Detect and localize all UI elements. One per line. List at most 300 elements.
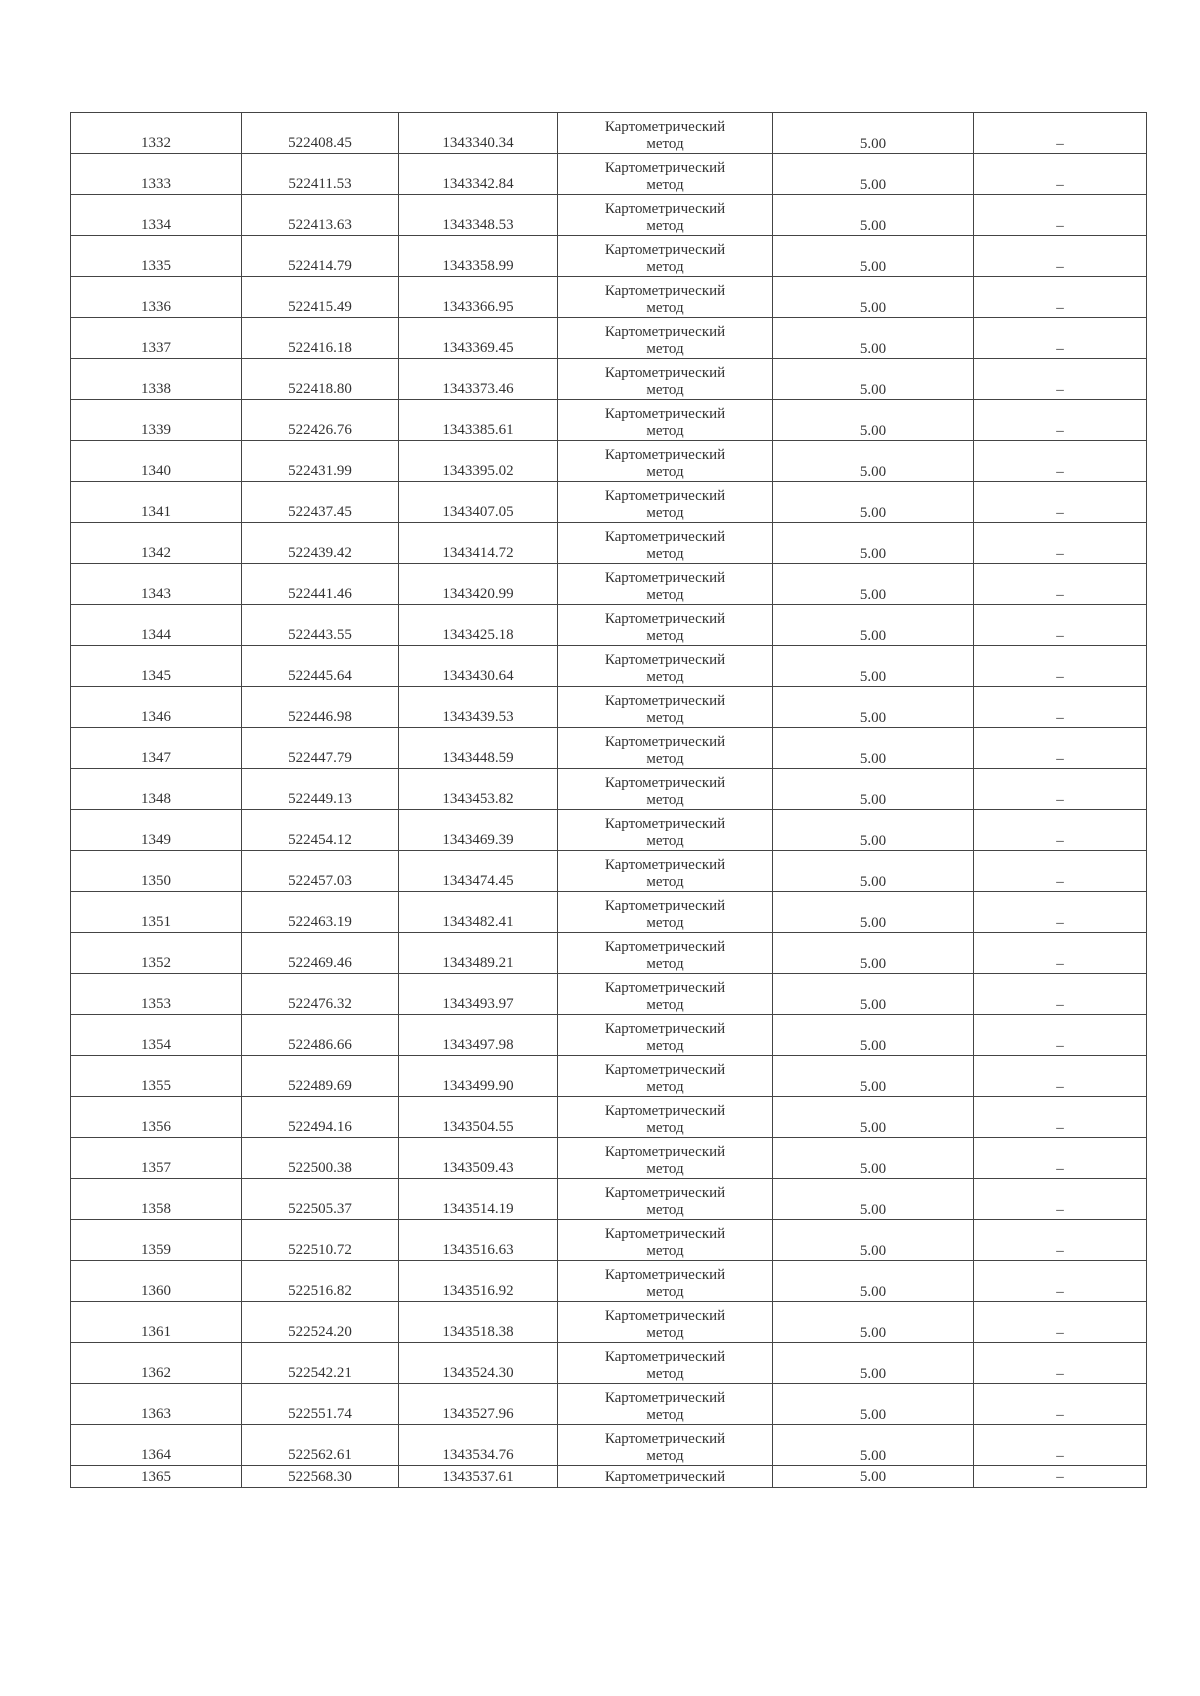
method-line-1: Картометрический (604, 365, 726, 381)
accuracy-cell: 5.00 (773, 1384, 974, 1425)
accuracy-cell: 5.00 (773, 687, 974, 728)
method-line-1: Картометрический (604, 201, 726, 217)
x-coordinate-cell: 522469.46 (242, 933, 399, 974)
method-line-1: Картометрический (604, 1103, 726, 1119)
note-cell: – (974, 1138, 1147, 1179)
note-cell: – (974, 1384, 1147, 1425)
point-number-cell: 1363 (71, 1384, 242, 1425)
table-row (71, 195, 1147, 236)
table-row (71, 1138, 1147, 1179)
y-coordinate-cell: 1343524.30 (399, 1343, 558, 1384)
y-coordinate-cell: 1343514.19 (399, 1179, 558, 1220)
y-coordinate-cell: 1343348.53 (399, 195, 558, 236)
note-cell: – (974, 933, 1147, 974)
point-number-cell: 1335 (71, 236, 242, 277)
note-cell: – (974, 769, 1147, 810)
method-line-1: Картометрический (604, 1390, 726, 1406)
note-cell: – (974, 605, 1147, 646)
table-row (71, 646, 1147, 687)
note-cell: – (974, 523, 1147, 564)
note-cell: – (974, 810, 1147, 851)
method-line-2: метод (646, 1366, 684, 1382)
method-line-2: метод (646, 1202, 684, 1218)
x-coordinate-cell: 522562.61 (242, 1425, 399, 1466)
method-line-2: метод (646, 1120, 684, 1136)
table-row (71, 113, 1147, 154)
point-number-cell: 1332 (71, 113, 242, 154)
table-row (71, 1302, 1147, 1343)
note-cell: – (974, 318, 1147, 359)
point-number-cell: 1362 (71, 1343, 242, 1384)
point-number-cell: 1342 (71, 523, 242, 564)
point-number-cell: 1337 (71, 318, 242, 359)
method-line-2: метод (646, 833, 684, 849)
method-line-2: метод (646, 218, 684, 234)
y-coordinate-cell: 1343489.21 (399, 933, 558, 974)
accuracy-cell: 5.00 (773, 236, 974, 277)
method-line-2: метод (646, 1038, 684, 1054)
point-number-cell: 1354 (71, 1015, 242, 1056)
method-line-1: Картометрический (604, 1185, 726, 1201)
method-cell (558, 113, 773, 154)
method-line-1: Картометрический (604, 119, 726, 135)
method-line-1: Картометрический (604, 652, 726, 668)
point-number-cell: 1356 (71, 1097, 242, 1138)
x-coordinate-cell: 522413.63 (242, 195, 399, 236)
method-line-2: метод (646, 956, 684, 972)
note-cell: – (974, 482, 1147, 523)
method-line-1: Картометрический (604, 1468, 726, 1485)
y-coordinate-cell: 1343414.72 (399, 523, 558, 564)
method-cell (558, 154, 773, 195)
note-cell: – (974, 1302, 1147, 1343)
note-cell: – (974, 892, 1147, 933)
table-row (71, 318, 1147, 359)
table-row (71, 236, 1147, 277)
method-line-2: метод (646, 300, 684, 316)
method-line-2: метод (646, 915, 684, 931)
y-coordinate-cell: 1343504.55 (399, 1097, 558, 1138)
method-line-2: метод (646, 751, 684, 767)
table-row (71, 769, 1147, 810)
method-cell (558, 523, 773, 564)
note-cell: – (974, 236, 1147, 277)
method-cell (558, 974, 773, 1015)
method-cell (558, 236, 773, 277)
x-coordinate-cell: 522494.16 (242, 1097, 399, 1138)
method-line-1: Картометрический (604, 406, 726, 422)
accuracy-cell: 5.00 (773, 974, 974, 1015)
point-number-cell: 1346 (71, 687, 242, 728)
x-coordinate-cell: 522426.76 (242, 400, 399, 441)
y-coordinate-cell: 1343430.64 (399, 646, 558, 687)
accuracy-cell: 5.00 (773, 318, 974, 359)
x-coordinate-cell: 522457.03 (242, 851, 399, 892)
method-cell (558, 1097, 773, 1138)
method-cell (558, 1220, 773, 1261)
x-coordinate-cell: 522505.37 (242, 1179, 399, 1220)
method-cell (558, 1343, 773, 1384)
method-cell (558, 1384, 773, 1425)
method-cell (558, 605, 773, 646)
x-coordinate-cell: 522449.13 (242, 769, 399, 810)
accuracy-cell: 5.00 (773, 113, 974, 154)
method-cell (558, 769, 773, 810)
method-line-1: Картометрический (604, 283, 726, 299)
note-cell: – (974, 154, 1147, 195)
method-cell (558, 1261, 773, 1302)
method-line-1: Картометрический (604, 611, 726, 627)
point-number-cell: 1350 (71, 851, 242, 892)
y-coordinate-cell: 1343366.95 (399, 277, 558, 318)
point-number-cell: 1355 (71, 1056, 242, 1097)
accuracy-cell: 5.00 (773, 1015, 974, 1056)
note-cell: – (974, 1015, 1147, 1056)
coordinates-table-body (71, 113, 1147, 1488)
note-cell: – (974, 441, 1147, 482)
point-number-cell: 1339 (71, 400, 242, 441)
method-line-2: метод (646, 1161, 684, 1177)
table-row (71, 810, 1147, 851)
method-cell (558, 892, 773, 933)
method-line-2: метод (646, 1448, 684, 1464)
method-cell (558, 1466, 773, 1488)
point-number-cell: 1359 (71, 1220, 242, 1261)
y-coordinate-cell: 1343369.45 (399, 318, 558, 359)
point-number-cell: 1343 (71, 564, 242, 605)
x-coordinate-cell: 522486.66 (242, 1015, 399, 1056)
method-line-1: Картометрический (604, 324, 726, 340)
table-row (71, 1097, 1147, 1138)
x-coordinate-cell: 522454.12 (242, 810, 399, 851)
y-coordinate-cell: 1343537.61 (399, 1466, 558, 1488)
method-cell (558, 933, 773, 974)
method-line-2: метод (646, 1243, 684, 1259)
method-cell (558, 482, 773, 523)
method-line-1: Картометрический (604, 980, 726, 996)
y-coordinate-cell: 1343407.05 (399, 482, 558, 523)
accuracy-cell: 5.00 (773, 441, 974, 482)
x-coordinate-cell: 522408.45 (242, 113, 399, 154)
y-coordinate-cell: 1343527.96 (399, 1384, 558, 1425)
method-cell (558, 1056, 773, 1097)
accuracy-cell: 5.00 (773, 1097, 974, 1138)
accuracy-cell: 5.00 (773, 1425, 974, 1466)
point-number-cell: 1347 (71, 728, 242, 769)
method-line-2: метод (646, 1284, 684, 1300)
x-coordinate-cell: 522439.42 (242, 523, 399, 564)
point-number-cell: 1334 (71, 195, 242, 236)
point-number-cell: 1340 (71, 441, 242, 482)
table-row (71, 605, 1147, 646)
note-cell: – (974, 1343, 1147, 1384)
method-line-2: метод (646, 259, 684, 275)
x-coordinate-cell: 522446.98 (242, 687, 399, 728)
y-coordinate-cell: 1343516.63 (399, 1220, 558, 1261)
table-row (71, 154, 1147, 195)
note-cell: – (974, 1261, 1147, 1302)
point-number-cell: 1351 (71, 892, 242, 933)
y-coordinate-cell: 1343474.45 (399, 851, 558, 892)
note-cell: – (974, 1179, 1147, 1220)
x-coordinate-cell: 522416.18 (242, 318, 399, 359)
y-coordinate-cell: 1343340.34 (399, 113, 558, 154)
table-row (71, 892, 1147, 933)
accuracy-cell: 5.00 (773, 564, 974, 605)
x-coordinate-cell: 522568.30 (242, 1466, 399, 1488)
method-line-2: метод (646, 997, 684, 1013)
method-line-2: метод (646, 341, 684, 357)
accuracy-cell: 5.00 (773, 1261, 974, 1302)
method-cell (558, 687, 773, 728)
y-coordinate-cell: 1343493.97 (399, 974, 558, 1015)
method-cell (558, 400, 773, 441)
x-coordinate-cell: 522542.21 (242, 1343, 399, 1384)
method-line-2: метод (646, 669, 684, 685)
method-line-2: метод (646, 792, 684, 808)
y-coordinate-cell: 1343439.53 (399, 687, 558, 728)
y-coordinate-cell: 1343482.41 (399, 892, 558, 933)
y-coordinate-cell: 1343518.38 (399, 1302, 558, 1343)
point-number-cell: 1365 (71, 1466, 242, 1488)
accuracy-cell: 5.00 (773, 482, 974, 523)
point-number-cell: 1344 (71, 605, 242, 646)
x-coordinate-cell: 522489.69 (242, 1056, 399, 1097)
method-line-2: метод (646, 587, 684, 603)
x-coordinate-cell: 522443.55 (242, 605, 399, 646)
table-row (71, 1179, 1147, 1220)
method-cell (558, 195, 773, 236)
x-coordinate-cell: 522445.64 (242, 646, 399, 687)
accuracy-cell: 5.00 (773, 359, 974, 400)
table-row (71, 851, 1147, 892)
x-coordinate-cell: 522516.82 (242, 1261, 399, 1302)
accuracy-cell: 5.00 (773, 1302, 974, 1343)
note-cell: – (974, 1056, 1147, 1097)
x-coordinate-cell: 522510.72 (242, 1220, 399, 1261)
accuracy-cell: 5.00 (773, 277, 974, 318)
method-line-2: метод (646, 464, 684, 480)
note-cell: – (974, 1220, 1147, 1261)
method-cell (558, 851, 773, 892)
y-coordinate-cell: 1343395.02 (399, 441, 558, 482)
table-row (71, 1384, 1147, 1425)
point-number-cell: 1361 (71, 1302, 242, 1343)
method-line-1: Картометрический (604, 1308, 726, 1324)
point-number-cell: 1349 (71, 810, 242, 851)
method-cell (558, 810, 773, 851)
point-number-cell: 1336 (71, 277, 242, 318)
x-coordinate-cell: 522437.45 (242, 482, 399, 523)
point-number-cell: 1345 (71, 646, 242, 687)
note-cell: – (974, 400, 1147, 441)
table-row (71, 1261, 1147, 1302)
y-coordinate-cell: 1343448.59 (399, 728, 558, 769)
method-line-1: Картометрический (604, 857, 726, 873)
method-cell (558, 1302, 773, 1343)
method-line-1: Картометрический (604, 1021, 726, 1037)
y-coordinate-cell: 1343497.98 (399, 1015, 558, 1056)
note-cell: – (974, 359, 1147, 400)
method-cell (558, 1138, 773, 1179)
accuracy-cell: 5.00 (773, 1220, 974, 1261)
table-row (71, 687, 1147, 728)
x-coordinate-cell: 522441.46 (242, 564, 399, 605)
method-line-1: Картометрический (604, 447, 726, 463)
method-cell (558, 728, 773, 769)
note-cell: – (974, 1466, 1147, 1488)
accuracy-cell: 5.00 (773, 154, 974, 195)
method-cell (558, 1425, 773, 1466)
table-row (71, 400, 1147, 441)
y-coordinate-cell: 1343425.18 (399, 605, 558, 646)
note-cell: – (974, 646, 1147, 687)
table-row (71, 974, 1147, 1015)
table-row (71, 359, 1147, 400)
point-number-cell: 1364 (71, 1425, 242, 1466)
table-row (71, 1343, 1147, 1384)
y-coordinate-cell: 1343373.46 (399, 359, 558, 400)
table-row (71, 1015, 1147, 1056)
method-cell (558, 646, 773, 687)
method-line-1: Картометрический (604, 816, 726, 832)
table-row (71, 1220, 1147, 1261)
x-coordinate-cell: 522463.19 (242, 892, 399, 933)
note-cell: – (974, 277, 1147, 318)
note-cell: – (974, 195, 1147, 236)
table-row (71, 441, 1147, 482)
accuracy-cell: 5.00 (773, 400, 974, 441)
y-coordinate-cell: 1343358.99 (399, 236, 558, 277)
method-line-2: метод (646, 505, 684, 521)
method-line-1: Картометрический (604, 1431, 726, 1447)
x-coordinate-cell: 522414.79 (242, 236, 399, 277)
accuracy-cell: 5.00 (773, 1343, 974, 1384)
note-cell: – (974, 728, 1147, 769)
note-cell: – (974, 1425, 1147, 1466)
y-coordinate-cell: 1343453.82 (399, 769, 558, 810)
note-cell: – (974, 564, 1147, 605)
point-number-cell: 1360 (71, 1261, 242, 1302)
method-line-1: Картометрический (604, 160, 726, 176)
method-line-2: метод (646, 382, 684, 398)
method-cell (558, 359, 773, 400)
accuracy-cell: 5.00 (773, 1466, 974, 1488)
method-cell (558, 441, 773, 482)
method-line-1: Картометрический (604, 1267, 726, 1283)
method-line-1: Картометрический (604, 775, 726, 791)
note-cell: – (974, 1097, 1147, 1138)
table-row (71, 277, 1147, 318)
accuracy-cell: 5.00 (773, 1056, 974, 1097)
point-number-cell: 1353 (71, 974, 242, 1015)
x-coordinate-cell: 522476.32 (242, 974, 399, 1015)
method-line-1: Картометрический (604, 1349, 726, 1365)
coordinates-table (70, 112, 1147, 1488)
y-coordinate-cell: 1343385.61 (399, 400, 558, 441)
table-row (71, 564, 1147, 605)
y-coordinate-cell: 1343516.92 (399, 1261, 558, 1302)
y-coordinate-cell: 1343469.39 (399, 810, 558, 851)
table-row (71, 728, 1147, 769)
method-line-1: Картометрический (604, 1144, 726, 1160)
method-line-1: Картометрический (604, 898, 726, 914)
method-cell (558, 564, 773, 605)
method-line-1: Картометрический (604, 488, 726, 504)
accuracy-cell: 5.00 (773, 605, 974, 646)
point-number-cell: 1338 (71, 359, 242, 400)
x-coordinate-cell: 522500.38 (242, 1138, 399, 1179)
accuracy-cell: 5.00 (773, 1138, 974, 1179)
accuracy-cell: 5.00 (773, 646, 974, 687)
method-line-2: метод (646, 136, 684, 152)
x-coordinate-cell: 522431.99 (242, 441, 399, 482)
note-cell: – (974, 687, 1147, 728)
method-line-2: метод (646, 628, 684, 644)
accuracy-cell: 5.00 (773, 933, 974, 974)
note-cell: – (974, 113, 1147, 154)
method-line-2: метод (646, 1325, 684, 1341)
coordinates-sheet (70, 112, 1140, 1488)
x-coordinate-cell: 522447.79 (242, 728, 399, 769)
accuracy-cell: 5.00 (773, 1179, 974, 1220)
method-line-1: Картометрический (604, 693, 726, 709)
point-number-cell: 1341 (71, 482, 242, 523)
x-coordinate-cell: 522415.49 (242, 277, 399, 318)
method-line-1: Картометрический (604, 1062, 726, 1078)
method-line-2: метод (646, 1079, 684, 1095)
y-coordinate-cell: 1343509.43 (399, 1138, 558, 1179)
note-cell: – (974, 974, 1147, 1015)
point-number-cell: 1352 (71, 933, 242, 974)
point-number-cell: 1357 (71, 1138, 242, 1179)
accuracy-cell: 5.00 (773, 851, 974, 892)
table-row (71, 1425, 1147, 1466)
y-coordinate-cell: 1343534.76 (399, 1425, 558, 1466)
method-line-1: Картометрический (604, 1226, 726, 1242)
accuracy-cell: 5.00 (773, 810, 974, 851)
accuracy-cell: 5.00 (773, 892, 974, 933)
point-number-cell: 1348 (71, 769, 242, 810)
x-coordinate-cell: 522418.80 (242, 359, 399, 400)
method-line-2: метод (646, 546, 684, 562)
method-line-1: Картометрический (604, 242, 726, 258)
method-line-1: Картометрический (604, 529, 726, 545)
table-row (71, 523, 1147, 564)
table-row (71, 1056, 1147, 1097)
accuracy-cell: 5.00 (773, 769, 974, 810)
method-cell (558, 277, 773, 318)
method-cell (558, 318, 773, 359)
y-coordinate-cell: 1343499.90 (399, 1056, 558, 1097)
accuracy-cell: 5.00 (773, 728, 974, 769)
x-coordinate-cell: 522551.74 (242, 1384, 399, 1425)
x-coordinate-cell: 522411.53 (242, 154, 399, 195)
method-cell (558, 1015, 773, 1056)
table-row (71, 1466, 1147, 1488)
method-line-1: Картометрический (604, 570, 726, 586)
method-line-2: метод (646, 1407, 684, 1423)
point-number-cell: 1333 (71, 154, 242, 195)
table-row (71, 933, 1147, 974)
note-cell: – (974, 851, 1147, 892)
y-coordinate-cell: 1343420.99 (399, 564, 558, 605)
accuracy-cell: 5.00 (773, 523, 974, 564)
method-line-2: метод (646, 423, 684, 439)
accuracy-cell: 5.00 (773, 195, 974, 236)
y-coordinate-cell: 1343342.84 (399, 154, 558, 195)
method-line-1: Картометрический (604, 734, 726, 750)
